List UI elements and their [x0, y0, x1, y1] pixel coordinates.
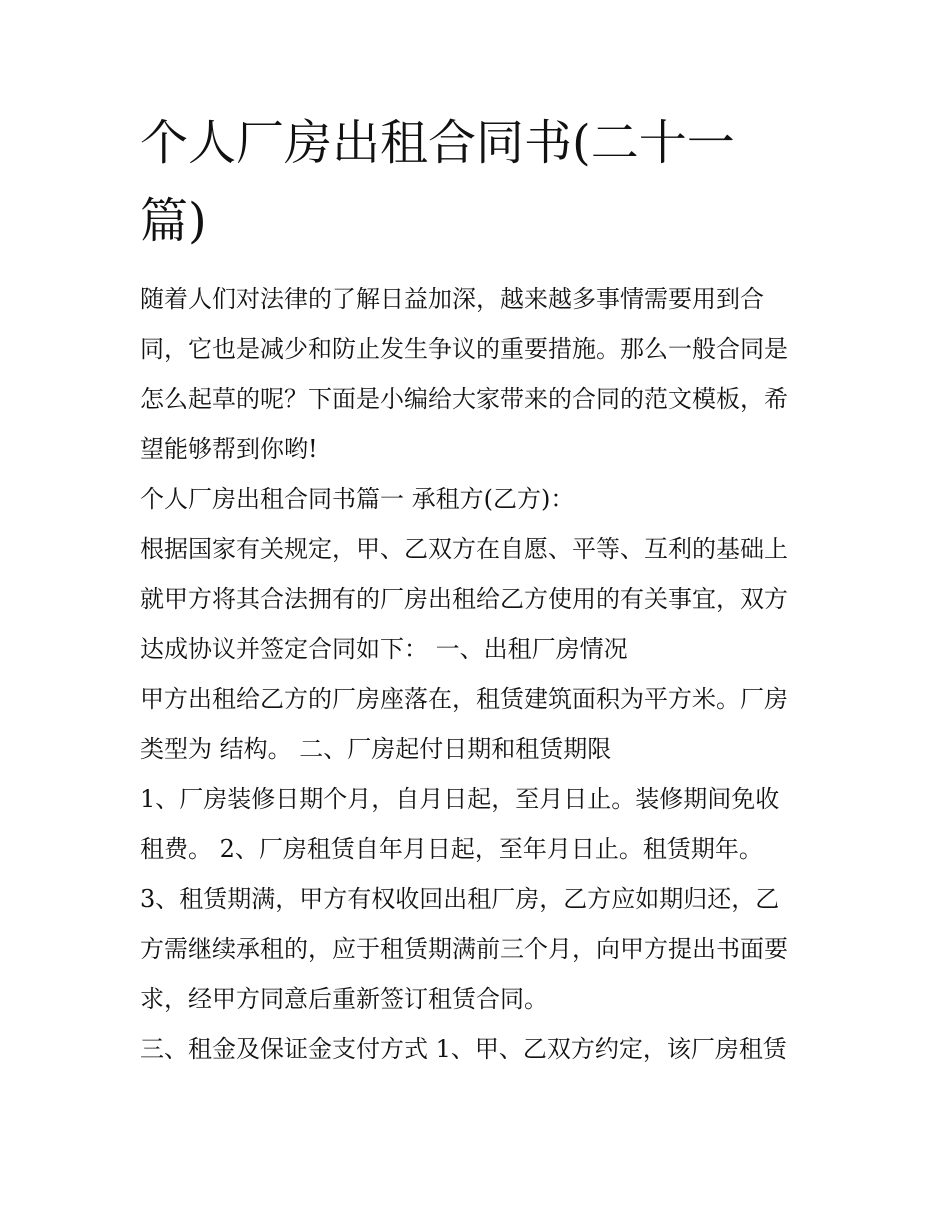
- rent-paragraph: [140, 1031, 812, 1068]
- text-line-14: 方需继续承租的，应于租赁期满前三个月，向甲方提出书面要: [140, 935, 788, 963]
- expiry-paragraph: [140, 881, 812, 1018]
- preamble-paragraph: [140, 531, 812, 668]
- text-line-13: 3、租赁期满，甲方有权收回出租厂房，乙方应如期归还，乙: [140, 885, 780, 913]
- text-line-9: 甲方出租给乙方的厂房座落在，租赁建筑面积为平方米。厂房: [140, 685, 788, 713]
- text-line-1: 随着人们对法律的了解日益加深，越来越多事情需要用到合: [140, 285, 764, 313]
- text-line-7: 就甲方将其合法拥有的厂房出租给乙方使用的有关事宜，双方: [140, 585, 788, 613]
- text-line-12: 租费。 2、厂房租赁自年月日起，至年月日止。租赁期年。: [140, 835, 763, 863]
- text-line-2: 同，它也是减少和防止发生争议的重要措施。那么一般合同是: [140, 335, 788, 363]
- text-line-16: 三、租金及保证金支付方式 1、甲、乙双方约定，该厂房租赁: [140, 1035, 787, 1063]
- text-line-8: 达成协议并签定合同如下： 一、出租厂房情况: [140, 635, 628, 663]
- text-line-10: 类型为 结构。 二、厂房起付日期和租赁期限: [140, 735, 612, 763]
- text-line-15: 求，经甲方同意后重新签订租赁合同。: [140, 985, 548, 1013]
- text-line-4: 望能够帮到你哟!: [140, 435, 318, 463]
- text-line-3: 怎么起草的呢？下面是小编给大家带来的合同的范文模板，希: [140, 385, 788, 413]
- document-body: [140, 104, 812, 1068]
- text-line-6: 根据国家有关规定，甲、乙双方在自愿、平等、互利的基础上: [140, 535, 788, 563]
- text-line-5: 个人厂房出租合同书篇一 承租方(乙方)：: [140, 485, 575, 513]
- heading-paragraph: [140, 481, 812, 518]
- document-title: 个人厂房出租合同书(二十一篇): [140, 115, 735, 249]
- intro-paragraph: [140, 281, 812, 468]
- factory-info-paragraph: [140, 681, 812, 768]
- term-paragraph: [140, 781, 812, 868]
- text-line-11: 1、厂房装修日期个月，自月日起，至月日止。装修期间免收: [140, 785, 780, 813]
